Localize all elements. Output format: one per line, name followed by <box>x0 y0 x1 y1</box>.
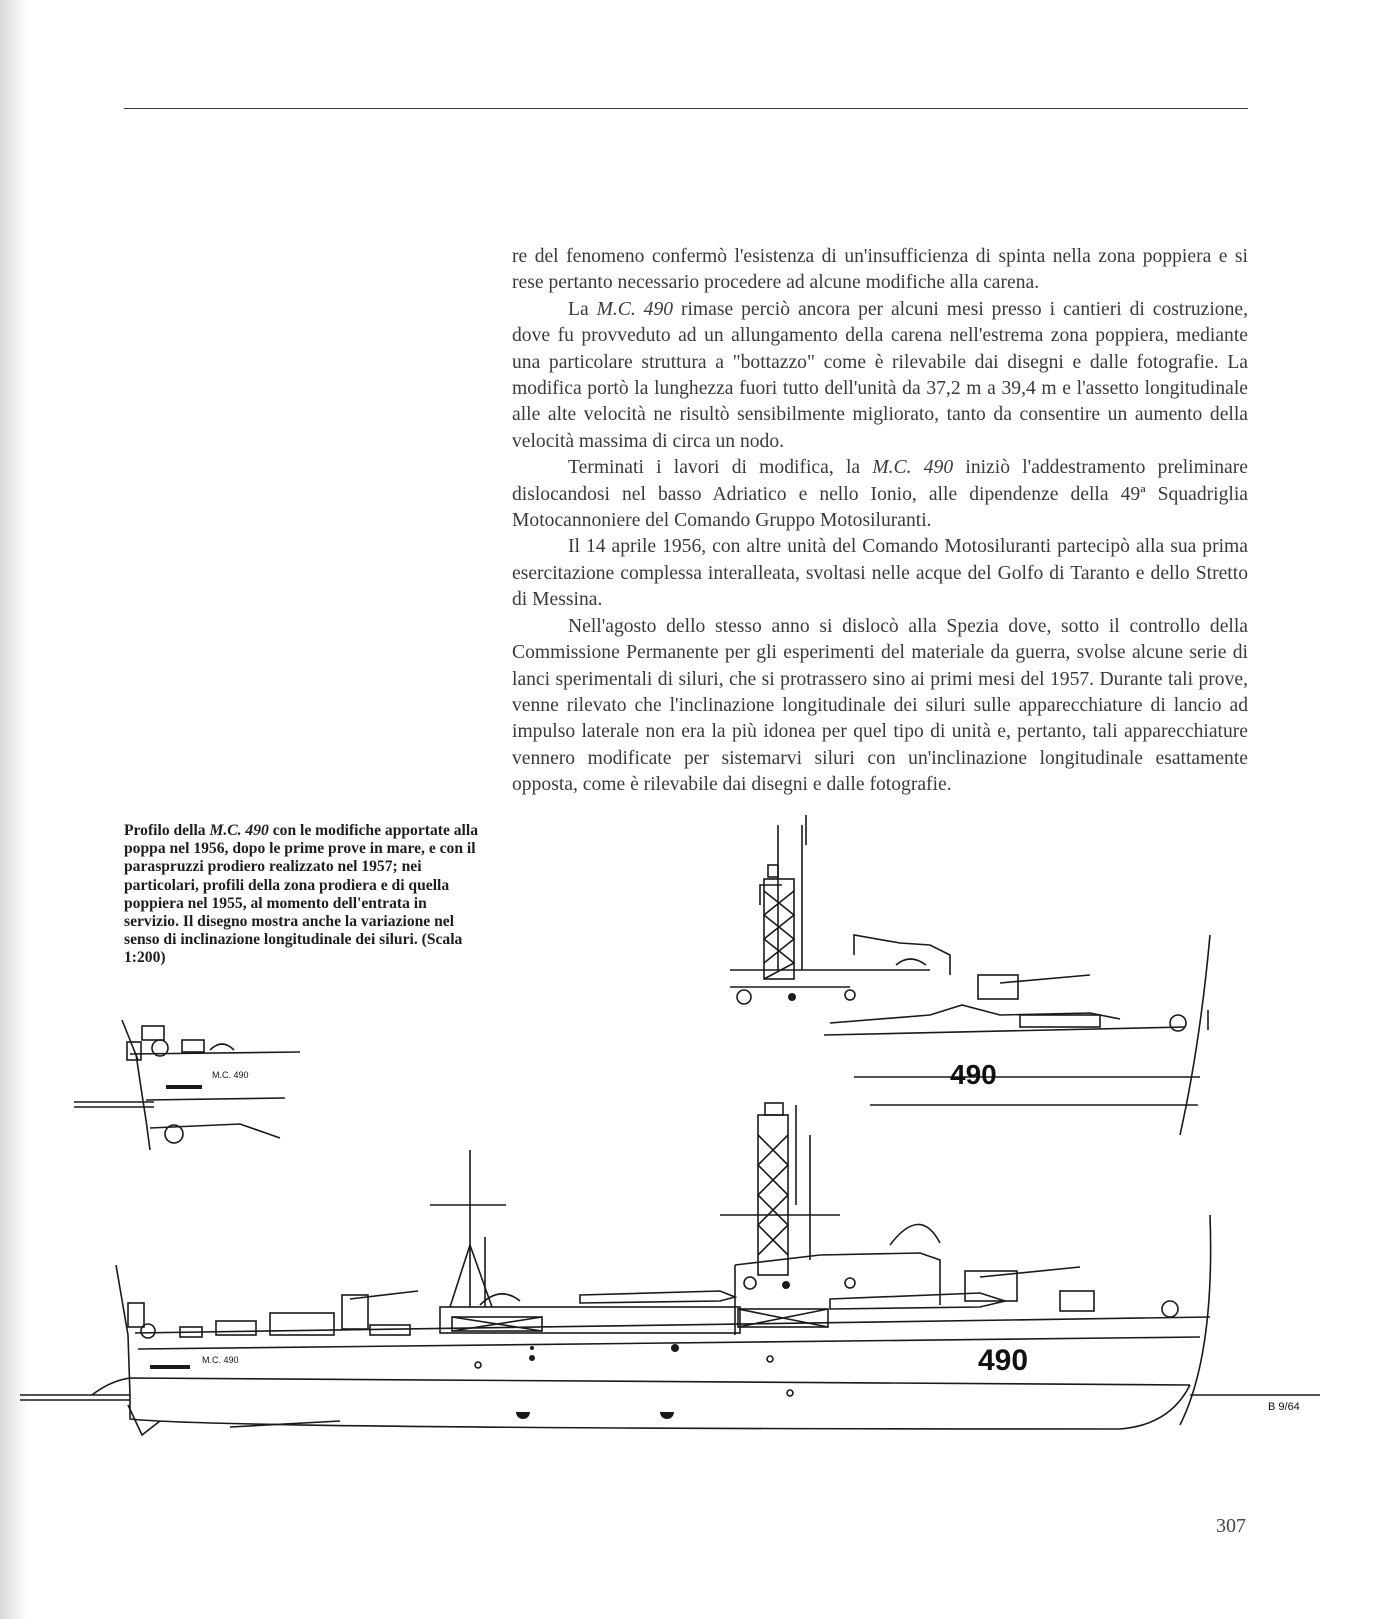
body-text <box>512 244 1248 799</box>
bow-detail-number: 490 <box>950 1059 997 1090</box>
paragraph-4: Il 14 aprile 1956, con altre unità del Comando Motosiluranti partecipò alla sua prima esercitazione complessa interalleata, svoltasi nelle acque del Golfo di Taranto e dello Stretto di Messina. <box>512 536 1248 611</box>
ship-name: M.C. 490 <box>596 298 674 320</box>
bow-detail-drawing <box>730 815 1230 1135</box>
main-ship-profile <box>20 1095 1350 1485</box>
paragraph-3: Terminati i lavori di modifica, la M.C. 490 iniziò l'addestramento preliminare dislocandosi nel basso Adriatico e nello Ionio, alle dipendenze della 49ª Squadriglia Motocannoniere del Comando Gruppo Motosiluranti. <box>512 457 1248 532</box>
page-number: 307 <box>1216 1515 1246 1537</box>
main-profile-label: M.C. 490 <box>202 1355 239 1365</box>
stern-detail-label: M.C. 490 <box>212 1070 249 1080</box>
ship-name: M.C. 490 <box>872 457 954 479</box>
figure-caption: Profilo della M.C. 490 con le modifiche apportate alla poppa nel 1956, dopo le prime prove in mare, e con il paraspruzzi prodiero realizzato nel 1957; nei particolari, profili della zona prodiera e di quella poppiera nel 1955, al momento dell'entrata in servizio. Il disegno mostra anche la variazione nel senso di inclinazione longitudinale dei siluri. (Scala 1:200) <box>124 822 479 967</box>
main-profile-number: 490 <box>978 1344 1029 1377</box>
paragraph-1-text: re del fenomeno confermò l'esistenza di un'insufficienza di spinta nella zona poppiera e si rese pertanto necessario procedere ad alcune modifiche alla carena. <box>512 246 1248 294</box>
artist-signature: B 9/64 <box>1268 1401 1300 1413</box>
paragraph-5: Nell'agosto dello stesso anno si dislocò alla Spezia dove, sotto il controllo della Commissione Permanente per gli esperimenti del materiale da guerra, svolse alcune serie di lanci sperimentali di siluri, che si protrassero sino ai primi mesi del 1957. Durante tali prove, venne rilevato che l'inclinazione longitudinale dei siluri sulle apparecchiature di lancio ad impulso laterale non era la più idonea per quel tipo di unità e, pertanto, tali apparecchiature vennero modificate per sistemarvi siluri con un'inclinazione longitudinale esattamente opposta, come è rilevabile dai disegni e dalle fotografie. <box>512 615 1248 796</box>
header-rule <box>124 108 1248 109</box>
paragraph-1 <box>512 244 1248 297</box>
paragraph-2: La M.C. 490 rimase perciò ancora per alcuni mesi presso i cantieri di costruzione, dove fu provveduto ad un allungamento della carena nell'estrema zona poppiera, mediante una particolare struttura a "bottazzo" come è rilevabile dai disegni e dalle fotografie. La modifica portò la lunghezza fuori tutto dell'unità da 37,2 m a 39,4 m e l'assetto longitudinale alle alte velocità ne risultò sensibilmente migliorato, tanto da consentire un aumento della velocità massima di circa un nodo. <box>512 298 1248 452</box>
caption-ship-name: M.C. 490 <box>209 822 269 839</box>
